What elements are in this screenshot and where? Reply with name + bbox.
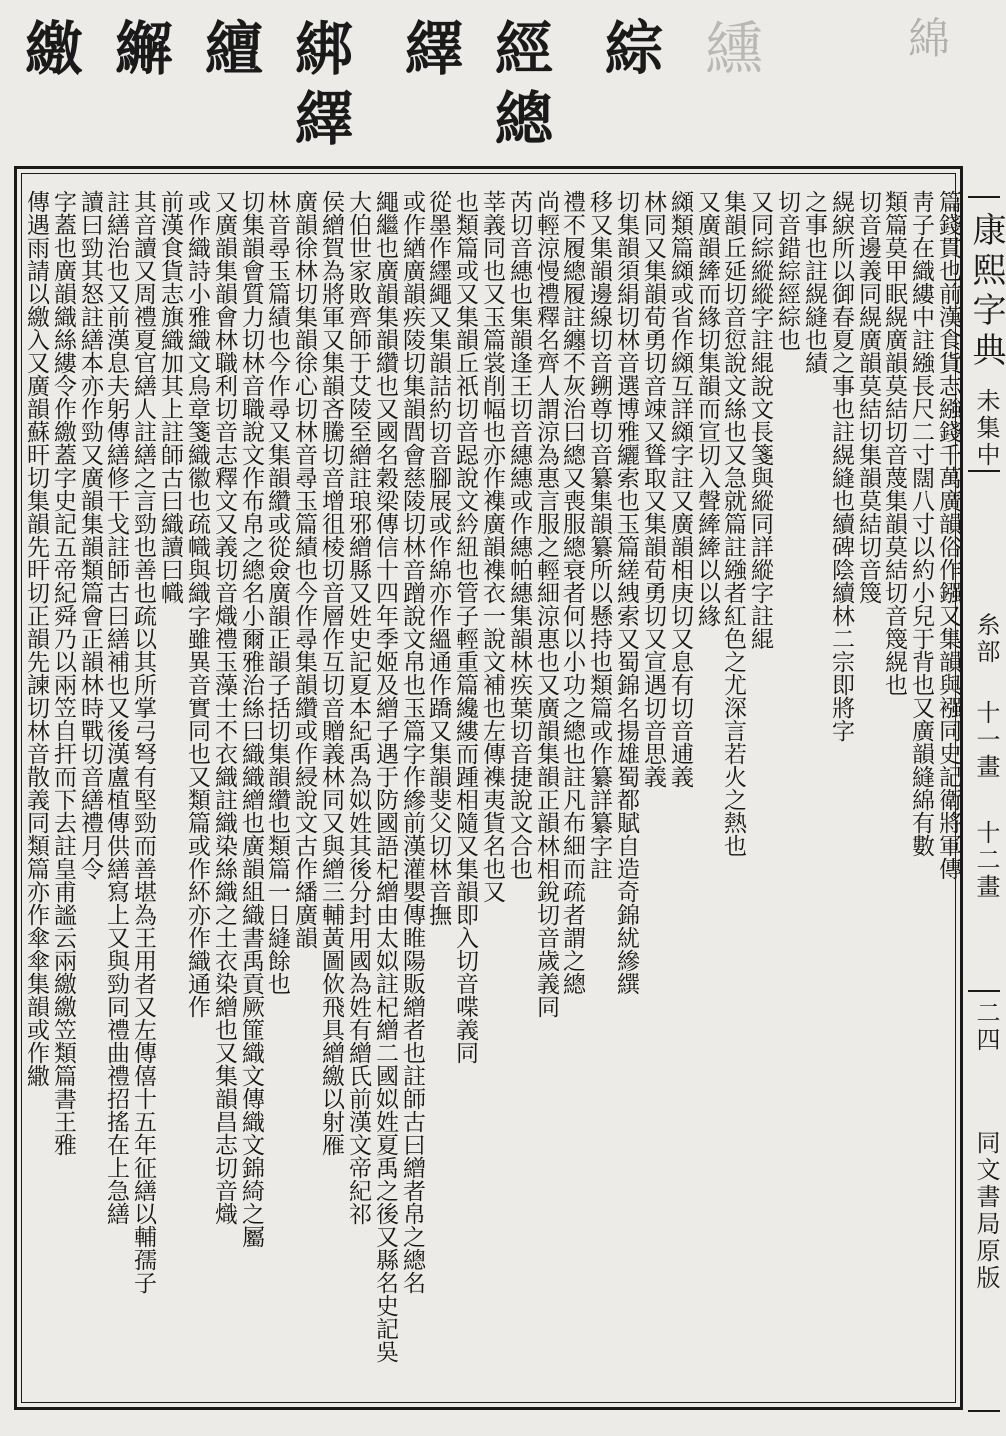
seal-heading-4: 繹 [395,18,463,80]
text-column: 又廣韻縴而緣切集韻而宣切入聲縴縴以以緣 [694,190,720,627]
page-number: 二四 [972,1000,1000,1054]
seal-script-header [0,0,1000,165]
volume-label: 未集中 [972,388,1000,469]
seal-bottom-0: 繹 [285,88,353,150]
text-column: 大伯世家敗齊師于艾陵至繒註琅邪繒縣又姓史記夏本紀禹為姒姓其後分封用國為姓有繒氏前漢文帝紀祁 [345,190,371,1225]
text-column: 切集韻須絹切林音選博雅纚索也玉篇縒絏索又蜀錦名揚雄蜀都賦自造奇錦紌縿繏 [613,190,639,995]
seal-heading-3: 綁 [285,18,353,80]
seal-bottom-1: 總 [485,88,553,150]
side-rule-top [968,196,1000,198]
text-column: 移又集韻邊線切音鎙尊切音纂集韻纂所以懸持也類篇或作纂詳纂字註 [586,190,612,880]
side-rule-3 [968,1410,1000,1412]
text-column: 林音尋玉篇績也今作尋又集韻纘或從僉廣韻正韻子括切集韻纘也類篇一日縫餘也 [264,190,290,995]
text-column: 侯繒賀為將軍又集韻吝騰切音增徂棱切音層作互切音贈義林同又與繒三輔黃圖佽飛具繒繳以射雁 [318,190,344,1156]
text-column: 讀曰勁其怒註繕本亦作勁又廣韻集韻類篇會正韻林時戰切音繕禮月令 [77,190,103,880]
text-column: 靑子在織縷中註繈長尺二寸闊八寸以約小兒于背也又廣韻縫綿有數 [908,190,934,857]
text-column: 切音錯綜經綜也 [774,190,800,351]
book-title: 康熙字典 [966,212,1006,372]
text-column: 或作緧廣韻疾陵切集韻閭會慈陵切林音蹭說文帛也玉篇字作縿前漢灌嬰傳睢陽販繒者也註師古曰繒者帛之總名 [399,190,425,1294]
text-column: 又同綜縱縱字註緄說文長箋與縱同詳縱字註緄 [747,190,773,650]
text-column: 其音讀又周禮夏官繕人註繕之言勁也善也疏以其所掌弓弩有堅勁而善堪為王用者又左傳僖十五年征繕以輔孺子 [130,190,156,1294]
text-column: 從墨作纆繩又集韻詰約切音腳展或作綿亦作縕通作蹻又集韻斐父切林音撫 [425,190,451,926]
text-column: 也類篇或又集韻丘祇切音跽說文紟紐也管子輕重篇纔縷而踵相隨又集韻即入切音喋義同 [452,190,478,1064]
seal-ghost-right: 綿 [908,14,951,63]
text-column: 纐類篇纐或省作纐互詳纐字註又廣韻相庚切又息有切音逋義 [667,190,693,788]
text-column: 類篇莫甲眠縨廣韻莫結切音蔑集韻莫結切音篾縨也 [881,190,907,696]
text-column: 芮切音繐也集韻逢王切音繐繐或作繐帕繐集韻林疾葉切音捷說文合也 [506,190,532,880]
text-column: 縨綟所以御春夏之事也註縨縫也續碑陰續林二宗即將字 [828,190,854,742]
text-column: 前漢食貨志旗織加其上註師古曰織讀曰幟 [157,190,183,604]
text-column: 集韻丘延切音愆說文絲也又急就篇註繈者紅色之尤深言若火之熱也 [720,190,746,857]
text-column: 禮不履總履註纏不灰治曰總又喪服總衰者何以小功之總也註凡布細而疏者謂之總 [559,190,585,995]
text-column: 篇錢貫也前漢食貨志繈錢千萬廣韻俗作鏹又集韻與襁同史記衛將軍傳 [935,190,961,880]
text-column: 註繕治也又前漢息夫躬傳繕修干戈註師古曰繕補也又後漢盧植傳供繕寫上又與勁同禮曲禮招搖在上急繕 [103,190,129,1225]
text-column: 繩繼也廣韻集韻纘也又國名穀梁傳信十四年季姬及繒子遇于防國語杞繒由太姒註杞繒二國姒姓夏禹之後又縣名史記吳 [372,190,398,1363]
text-column: 之事也註縨縫也績 [801,190,827,374]
text-column: 或作織詩小雅織文鳥章箋織徽也疏幟與織字雖異音實同也又類篇或作紑亦作織通作 [184,190,210,1018]
side-rule-1 [968,470,1000,472]
seal-heading-5: 經 [485,18,553,80]
text-column: 莘義同也又玉篇裳削幅也亦作襍廣韻襍衣一說文補也左傳襍夷貨名也又 [479,190,505,903]
text-column: 切音邊義同縨廣韻莫結切集韻莫結切音篾 [855,190,881,604]
strokes-b-label: 十二畫 [972,820,1000,901]
seal-heading-6: 綜 [595,18,663,80]
text-column: 又廣韻集韻會林職利切音志釋文又義切音熾禮玉藻士不衣織註織染絲織之土衣染繒也又集韻昌志切音熾 [211,190,237,1225]
radical-label: 糸部 [972,612,1000,666]
text-column: 廣韻徐林切集韻徐心切林音尋玉篇績也今作尋集韻纘或作綅說文古作繙廣韻 [291,190,317,949]
seal-heading-2: 繵 [195,18,263,80]
text-column: 切集韻會質力切林音職說文作布帛之總名小爾雅治絲曰織織繒也廣韻組織書禹貢厥篚織文傳織文錦綺之屬 [238,190,264,1248]
strokes-a-label: 十一畫 [972,700,1000,781]
text-column: 林同又集韻荀勇切音竦又聳取又集韻荀勇切又宣遇切音思義 [640,190,666,788]
seal-ghost-left: 纁 [695,18,763,80]
text-column: 字蓋也廣韻織絲縷令作繳蓋字史記五帝紀舜乃以兩笠自扞而下去註皇甫謐云兩繳繳笠類篇書王雅 [50,190,76,1156]
seal-heading-1: 繲 [105,18,173,80]
seal-heading-0: 繳 [15,18,83,80]
side-rule-2 [968,990,1000,992]
publisher-label: 同文書局原版 [972,1130,1000,1292]
text-column: 尚輕涼慢禮釋名齊人謂涼為惠言服之輕細涼惠也又廣韻集韻正韻林相銳切音歲義同 [533,190,559,1018]
text-column: 傳遇雨請以繳入又廣韻蘇旰切集韻先旰切正韻先諫切林音散義同類篇亦作傘傘集韻或作繖 [23,190,49,1087]
